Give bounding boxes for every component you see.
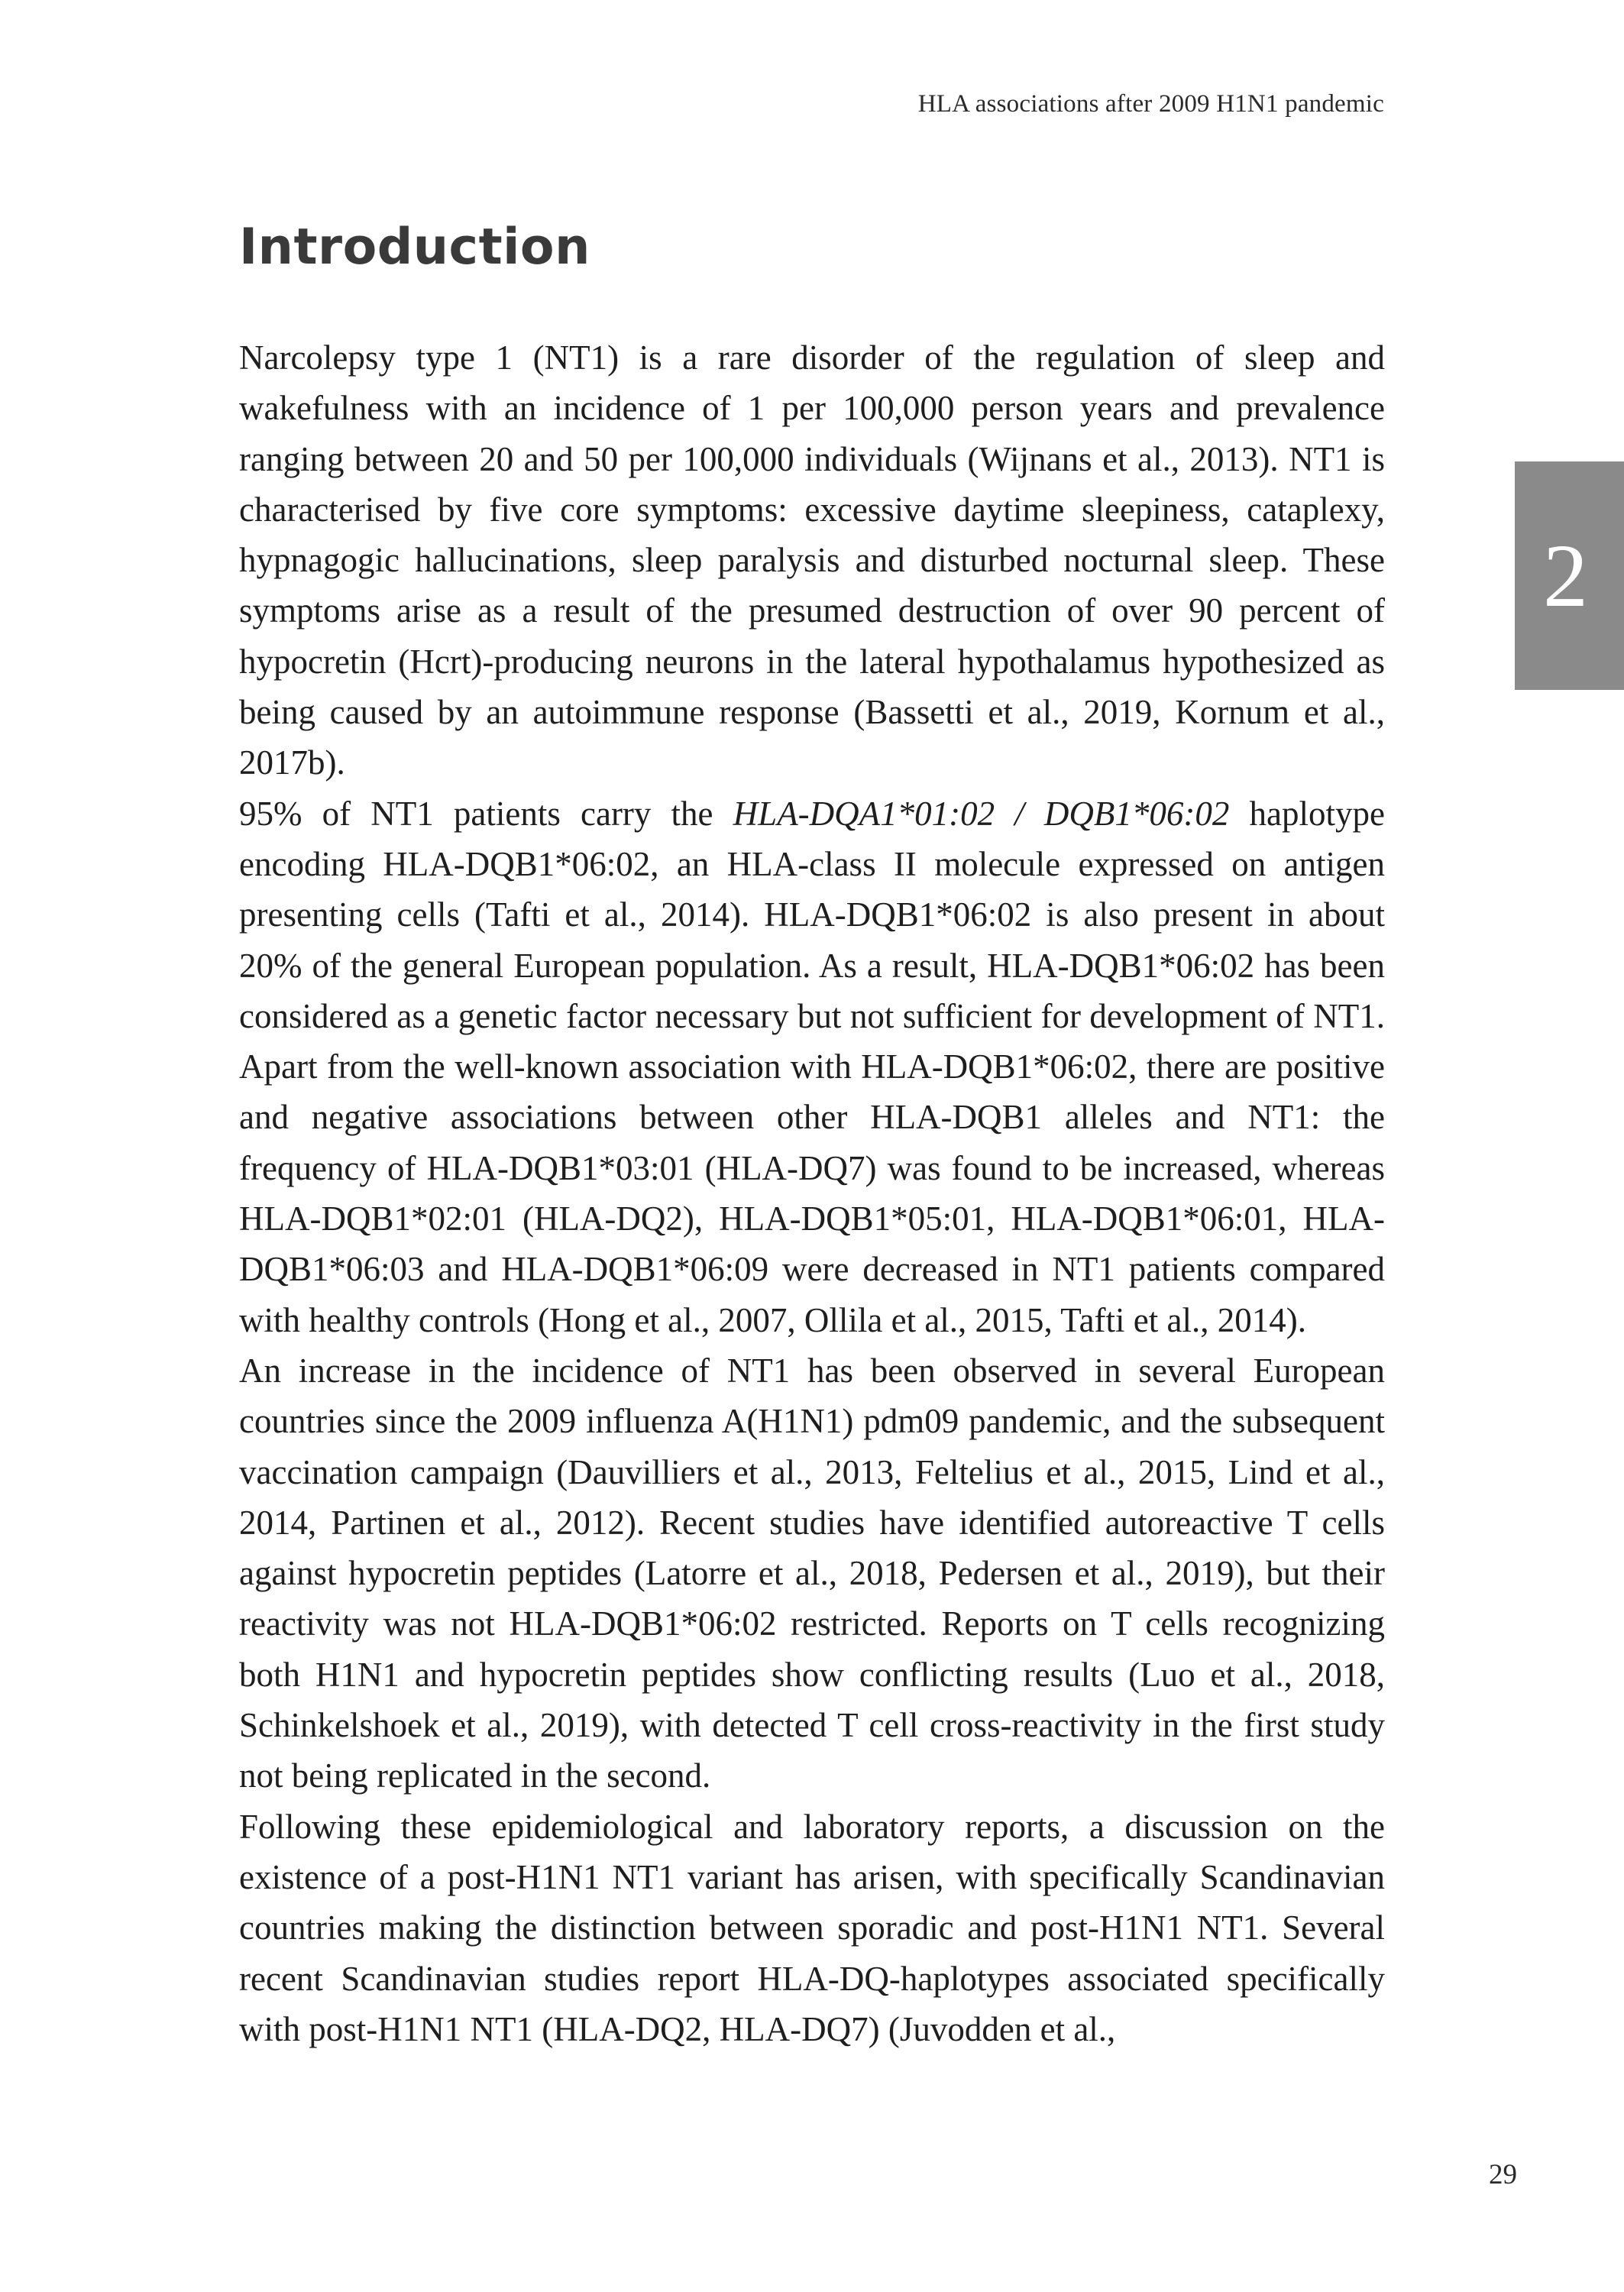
body-text — [239, 332, 1385, 2054]
text-run: An increase in the incidence of NT1 has been observed in several European countries since the 2009 influenza A(H1N1) pdm09 pandemic, and the subsequent vaccination campaign (Dauvilliers et al., 2013, Feltelius et al., 2015, Lind et al., 2014, Partinen et al., 2012). Recent studies have identified autoreactive T cells against hypocretin peptides (Latorre et al., 2018, Pedersen et al., 2019), but their reactivity was not HLA-DQB1*06:02 restricted. Reports on T cells recognizing both H1N1 and hypocretin peptides show conflicting results (Luo et al., 2018, Schinkelshoek et al., 2019), with detected T cell cross-reactivity in the first study not being replicated in the second. — [239, 1351, 1385, 1795]
chapter-tab — [1515, 461, 1624, 690]
section-heading: Introduction — [239, 219, 590, 276]
text-run: 95% of NT1 patients carry the — [239, 794, 733, 833]
paragraph-post-h1n1-variant — [239, 1802, 1385, 2054]
running-header: HLA associations after 2009 H1N1 pandemic — [917, 90, 1384, 118]
paragraph-h1n1-incidence — [239, 1345, 1385, 1802]
paragraph-hla-associations — [239, 788, 1385, 1345]
paragraph-narcolepsy-definition — [239, 332, 1385, 788]
chapter-number: 2 — [1543, 525, 1588, 626]
text-run: haplotype encoding HLA-DQB1*06:02, an HLA-class II molecule expressed on antigen presenting cells (Tafti et al., 2014). HLA-DQB1*06:02 is also present in about 20% of the general European population. As a result, HLA-DQB1*06:02 has been considered as a genetic factor necessary but not sufficient for development of NT1. Apart from the well-known association with HLA-DQB1*06:02, there are positive and negative associations between other HLA-DQB1 alleles and NT1: the frequency of HLA-DQB1*03:01 (HLA-DQ7) was found to be increased, whereas HLA-DQB1*02:01 (HLA-DQ2), HLA-DQB1*05:01, HLA-DQB1*06:01, HLA-DQB1*06:03 and HLA-DQB1*06:09 were decreased in NT1 patients compared with healthy controls (Hong et al., 2007, Ollila et al., 2015, Tafti et al., 2014). — [239, 794, 1385, 1339]
text-run: Following these epidemiological and laboratory reports, a discussion on the existence of a post-H1N1 NT1 variant has arisen, with specifically Scandinavian countries making the distinction between sporadic and post-H1N1 NT1. Several recent Scandinavian studies report HLA-DQ-haplotypes associated specifically with post-H1N1 NT1 (HLA-DQ2, HLA-DQ7) (Juvodden et al., — [239, 1807, 1385, 2048]
italic-text-run: HLA-DQA1*01:02 / DQB1*06:02 — [733, 794, 1230, 833]
text-run: Narcolepsy type 1 (NT1) is a rare disorder of the regulation of sleep and wakefulness with an incidence of 1 per 100,000 person years and prevalence ranging between 20 and 50 per 100,000 individuals (Wijnans et al., 2013). NT1 is characterised by five core symptoms: excessive daytime sleepiness, cataplexy, hypnagogic hallucinations, sleep paralysis and disturbed nocturnal sleep. These symptoms arise as a result of the presumed destruction of over 90 percent of hypocretin (Hcrt)-producing neurons in the lateral hypothalamus hypothesized as being caused by an autoimmune response (Bassetti et al., 2019, Kornum et al., 2017b). — [239, 338, 1385, 782]
page-number: 29 — [1489, 2159, 1517, 2190]
